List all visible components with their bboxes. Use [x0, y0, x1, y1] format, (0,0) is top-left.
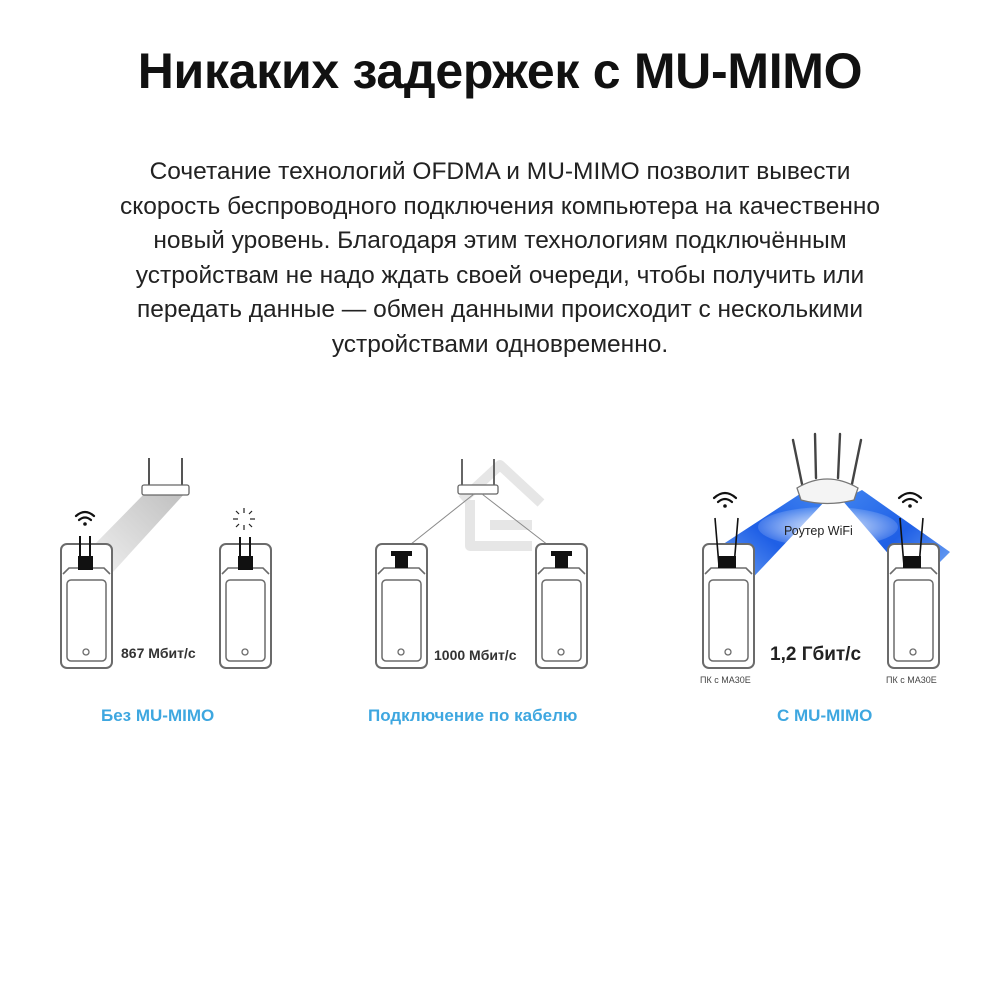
- description-line: устройствам не надо ждать своей очереди, чтобы получить или: [135, 261, 865, 289]
- panel-mumimo: [703, 434, 950, 668]
- description-line: Сочетание технологий OFDMA и MU-MIMO позволит вывести: [149, 158, 851, 185]
- description: [60, 155, 940, 362]
- signal-burst-icon: [233, 508, 255, 530]
- router-icon: [793, 434, 861, 504]
- speed-label: 867 Мбит/с: [121, 645, 196, 661]
- description-line: передать данные — обмен данными происходит с несколькими: [136, 296, 864, 323]
- wifi-icon: [899, 493, 921, 508]
- caption-cable: Подключение по кабелю: [368, 706, 578, 725]
- speed-label: 1000 Мбит/с: [434, 647, 517, 663]
- router-label: Роутер WiFi: [784, 524, 853, 538]
- pc-label: ПК с MA30E: [700, 675, 751, 685]
- description-line: новый уровень. Благодаря этим технологиям подключённым: [153, 227, 847, 254]
- comparison-diagram: [0, 430, 1000, 730]
- description-line: скорость беспроводного подключения компьютера на качественно: [119, 192, 881, 220]
- wifi-icon: [76, 512, 94, 526]
- caption-mumimo: С MU-MIMO: [777, 706, 873, 725]
- panel-cable: [376, 459, 587, 668]
- router-icon: [142, 458, 189, 495]
- description-line: устройствами одновременно.: [331, 330, 669, 358]
- caption-no-mumimo: Без MU-MIMO: [101, 706, 215, 725]
- pc-label: ПК с MA30E: [886, 675, 937, 685]
- speed-label: 1,2 Гбит/с: [770, 644, 862, 665]
- page-title: Никаких задержек с MU-MIMO: [137, 43, 863, 99]
- wifi-icon: [714, 493, 736, 508]
- panel-no-mumimo: [61, 458, 271, 668]
- diagram-canvas: [0, 430, 1000, 730]
- home-icon: [462, 465, 541, 546]
